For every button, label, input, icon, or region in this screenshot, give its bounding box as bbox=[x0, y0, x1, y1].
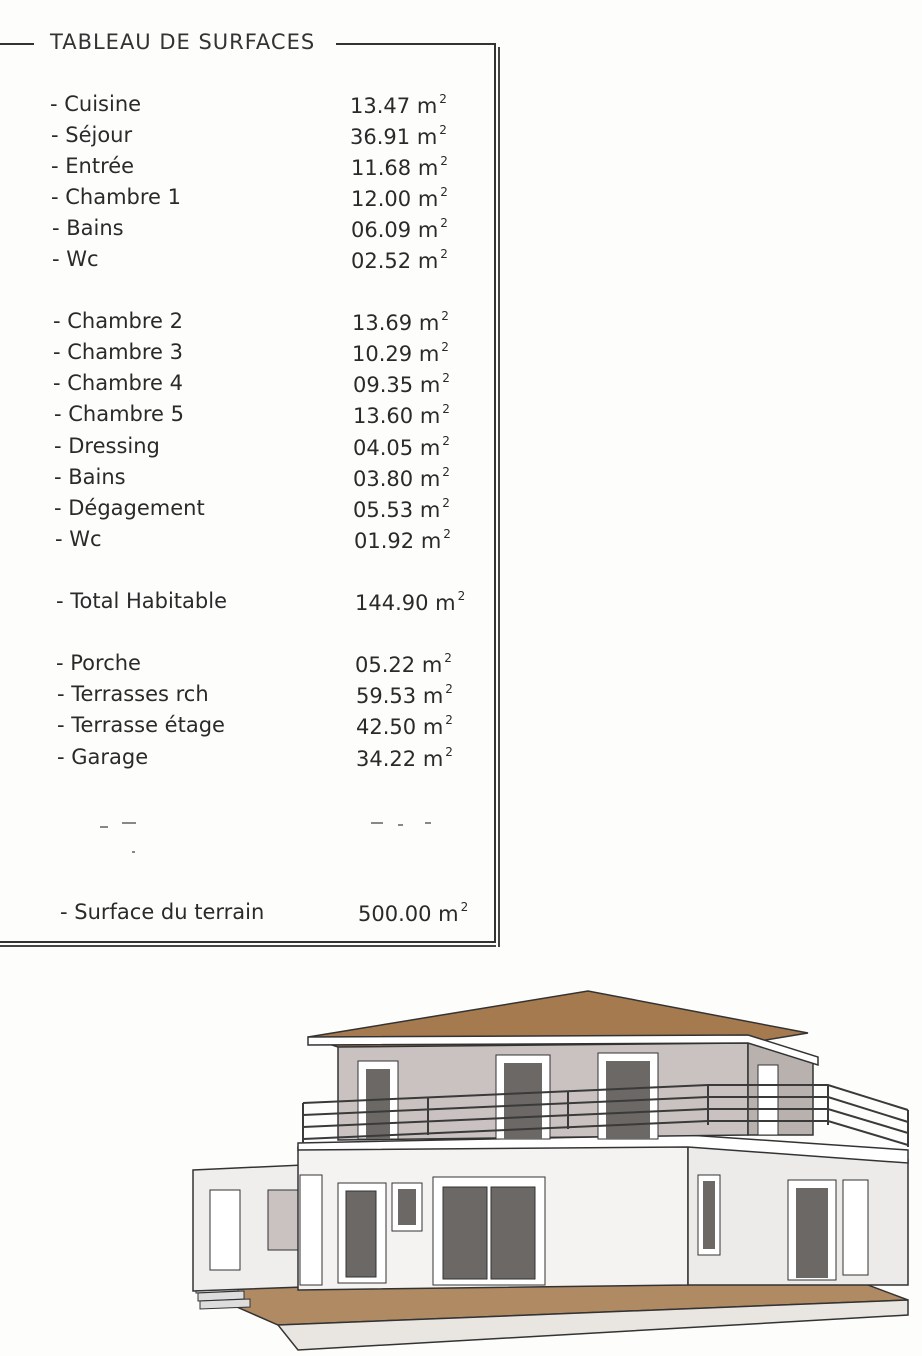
row-value: 34.22 m $^2$ bbox=[356, 745, 453, 771]
row-value: 13.47 m $^2$ bbox=[350, 92, 447, 118]
table-row bbox=[0, 123, 490, 153]
table-row bbox=[0, 527, 490, 557]
table-row bbox=[0, 154, 490, 184]
table-row bbox=[0, 340, 490, 370]
scan-speck bbox=[132, 851, 135, 853]
table-row bbox=[0, 682, 490, 712]
row-label: - Terrasse étage bbox=[57, 713, 225, 737]
table-row bbox=[0, 651, 490, 681]
row-label: - Chambre 5 bbox=[54, 402, 185, 426]
table-row-terrain bbox=[0, 900, 490, 930]
row-label: - Chambre 4 bbox=[53, 371, 184, 395]
row-value: 03.80 m $^2$ bbox=[353, 465, 450, 491]
table-row bbox=[0, 465, 490, 495]
scan-speck bbox=[100, 826, 108, 828]
row-label: - Wc bbox=[52, 247, 99, 271]
table-row bbox=[0, 309, 490, 339]
row-label: - Garage bbox=[57, 745, 149, 769]
table-title: TABLEAU DE SURFACES bbox=[50, 30, 316, 54]
row-label: - Bains bbox=[54, 465, 126, 489]
row-value: 144.90 m $^2$ bbox=[355, 589, 466, 615]
row-value: 36.91 m $^2$ bbox=[350, 123, 447, 149]
scan-speck bbox=[425, 822, 431, 824]
table-row bbox=[0, 434, 490, 464]
row-label: - Séjour bbox=[51, 123, 133, 147]
row-value: 04.05 m $^2$ bbox=[353, 434, 450, 460]
row-label: - Total Habitable bbox=[56, 589, 227, 613]
table-row bbox=[0, 402, 490, 432]
table-row bbox=[0, 92, 490, 122]
frame-bottom-line bbox=[0, 941, 496, 943]
row-value: 02.52 m $^2$ bbox=[351, 247, 448, 273]
table-row bbox=[0, 713, 490, 743]
row-value: 09.35 m $^2$ bbox=[353, 371, 450, 397]
row-value: 500.00 m $^2$ bbox=[358, 900, 469, 926]
table-row bbox=[0, 496, 490, 526]
row-label: - Cuisine bbox=[50, 92, 142, 116]
frame-right-line bbox=[494, 43, 496, 943]
scan-speck bbox=[122, 822, 136, 824]
table-row-total bbox=[0, 589, 490, 619]
row-value: 01.92 m $^2$ bbox=[354, 527, 451, 553]
row-label: - Chambre 1 bbox=[51, 185, 182, 209]
row-label: - Wc bbox=[55, 527, 102, 551]
row-value: 59.53 m $^2$ bbox=[356, 682, 453, 708]
row-value: 10.29 m $^2$ bbox=[352, 340, 449, 366]
table-row bbox=[0, 371, 490, 401]
row-label: - Entrée bbox=[51, 154, 135, 178]
row-label: - Porche bbox=[56, 651, 141, 675]
house-illustration bbox=[188, 985, 918, 1356]
row-value: 42.50 m $^2$ bbox=[356, 713, 453, 739]
garage-window bbox=[210, 1190, 240, 1270]
table-row bbox=[0, 185, 490, 215]
row-value: 11.68 m $^2$ bbox=[351, 154, 448, 180]
row-label: - Chambre 2 bbox=[53, 309, 184, 333]
scan-speck bbox=[398, 824, 403, 826]
row-value: 13.60 m $^2$ bbox=[353, 402, 450, 428]
frame-top-left-line bbox=[0, 43, 34, 45]
table-row bbox=[0, 247, 490, 277]
row-label: - Chambre 3 bbox=[53, 340, 184, 364]
frame-top-right-line bbox=[336, 43, 496, 45]
table-row bbox=[0, 216, 490, 246]
table-row bbox=[0, 745, 490, 775]
row-label: - Dressing bbox=[54, 434, 160, 458]
row-label: - Bains bbox=[52, 216, 124, 240]
row-value: 06.09 m $^2$ bbox=[351, 216, 448, 242]
row-value: 05.22 m $^2$ bbox=[355, 651, 452, 677]
row-label: - Terrasses rch bbox=[57, 682, 209, 706]
row-value: 12.00 m $^2$ bbox=[351, 185, 448, 211]
row-value: 13.69 m $^2$ bbox=[352, 309, 449, 335]
row-label: - Surface du terrain bbox=[60, 900, 265, 924]
scan-speck bbox=[371, 822, 383, 824]
row-label: - Dégagement bbox=[54, 496, 205, 520]
row-value: 05.53 m $^2$ bbox=[353, 496, 450, 522]
